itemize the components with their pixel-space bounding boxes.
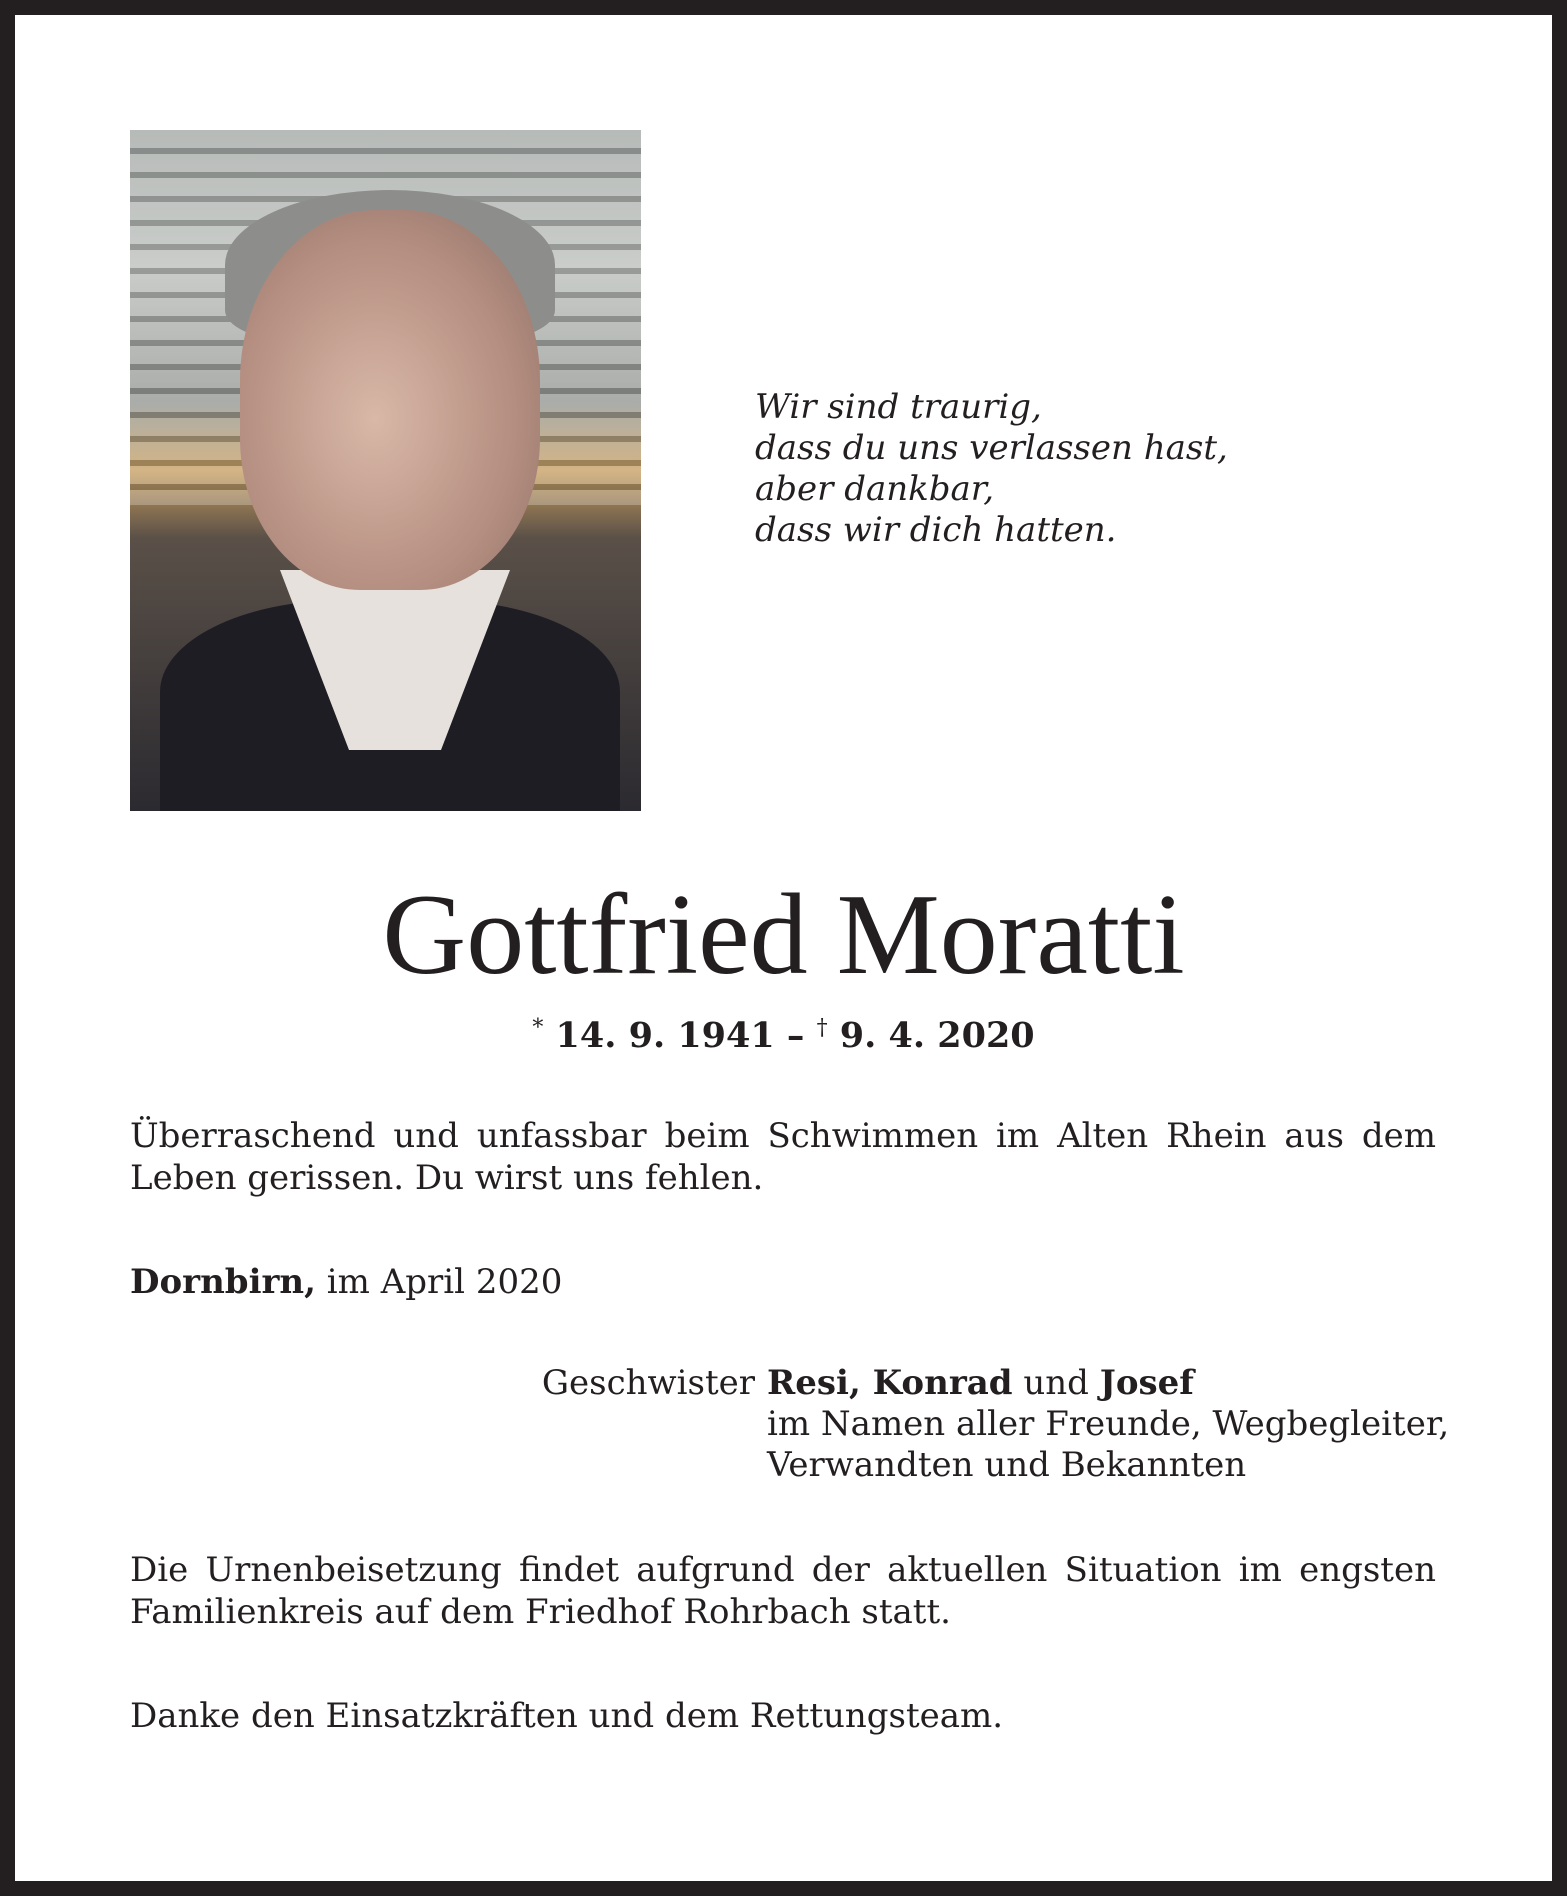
burial-notice: Die Urnenbeisetzung findet aufgrund der aktuellen Situation im engsten Familienkreis auf dem Friedhof Rohrbach statt. (130, 1550, 1436, 1632)
place-date (130, 1261, 1436, 1303)
thanks-text: Danke den Einsatzkräften und dem Rettungsteam. (130, 1696, 1004, 1736)
quote-line: aber dankbar, (755, 469, 995, 509)
quote-line: dass wir dich hatten. (755, 510, 1117, 550)
signature-line: Verwandten und Bekannten (767, 1445, 1247, 1485)
memorial-quote (755, 387, 1228, 551)
conjunction: und (1012, 1363, 1100, 1403)
life-dates (15, 1015, 1552, 1056)
birth-date: 14. 9. 1941 (555, 1015, 775, 1056)
city: Dornbirn, (130, 1262, 316, 1302)
death-date: 9. 4. 2020 (839, 1015, 1035, 1056)
death-symbol: † (816, 1015, 828, 1041)
signature-line: im Namen aller Freunde, Wegbegleiter, (767, 1404, 1450, 1444)
birth-symbol: * (532, 1015, 544, 1041)
date: im April 2020 (315, 1262, 563, 1302)
signature-block (530, 1363, 1449, 1486)
signature-lead: Geschwister (541, 1363, 755, 1403)
date-separator: – (774, 1015, 817, 1056)
deceased-name: Gottfried Moratti (382, 871, 1185, 999)
sibling-name: Josef (1099, 1363, 1194, 1403)
sibling-names: Resi, Konrad (767, 1363, 1013, 1403)
obituary-page (15, 15, 1552, 1881)
quote-line: dass du uns verlassen hast, (755, 428, 1228, 468)
quote-line: Wir sind traurig, (755, 387, 1042, 427)
announcement-text: Überraschend und unfassbar beim Schwimmen im Alten Rhein aus dem Leben gerissen. Du wirst uns fehlen. (130, 1116, 1436, 1198)
portrait-photo (130, 130, 641, 811)
